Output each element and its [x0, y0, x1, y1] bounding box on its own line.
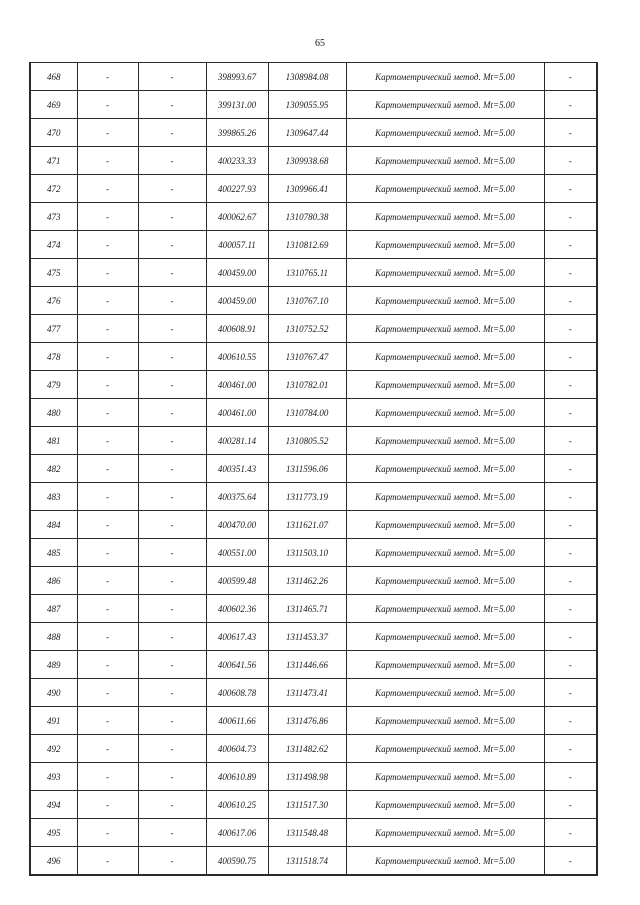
y-coordinate-cell: 1308984.08: [268, 63, 346, 91]
col3-cell: -: [138, 763, 206, 791]
method-cell: Картометрический метод. Mt=5.00: [346, 651, 544, 679]
col7-cell: -: [544, 679, 597, 707]
col7-cell: -: [544, 63, 597, 91]
col3-cell: -: [138, 483, 206, 511]
col2-cell: -: [77, 763, 138, 791]
method-cell: Картометрический метод. Mt=5.00: [346, 343, 544, 371]
col2-cell: -: [77, 735, 138, 763]
col7-cell: -: [544, 371, 597, 399]
table-row: [30, 91, 597, 119]
col3-cell: -: [138, 791, 206, 819]
table-row: [30, 651, 597, 679]
point-number-cell: 491: [30, 707, 77, 735]
col7-cell: -: [544, 623, 597, 651]
y-coordinate-cell: 1311596.06: [268, 455, 346, 483]
point-number-cell: 482: [30, 455, 77, 483]
point-number-cell: 478: [30, 343, 77, 371]
y-coordinate-cell: 1311518.74: [268, 847, 346, 876]
method-cell: Картометрический метод. Mt=5.00: [346, 399, 544, 427]
coordinates-table-container: [29, 62, 596, 876]
table-row: [30, 231, 597, 259]
col7-cell: -: [544, 399, 597, 427]
method-cell: Картометрический метод. Mt=5.00: [346, 707, 544, 735]
y-coordinate-cell: 1311476.86: [268, 707, 346, 735]
col7-cell: -: [544, 455, 597, 483]
col7-cell: -: [544, 147, 597, 175]
table-row: [30, 763, 597, 791]
table-row: [30, 175, 597, 203]
col7-cell: -: [544, 315, 597, 343]
method-cell: Картометрический метод. Mt=5.00: [346, 679, 544, 707]
col3-cell: -: [138, 511, 206, 539]
method-cell: Картометрический метод. Mt=5.00: [346, 231, 544, 259]
col2-cell: -: [77, 707, 138, 735]
col3-cell: -: [138, 819, 206, 847]
col3-cell: -: [138, 847, 206, 876]
point-number-cell: 488: [30, 623, 77, 651]
table-row: [30, 679, 597, 707]
col2-cell: -: [77, 315, 138, 343]
col3-cell: -: [138, 651, 206, 679]
col2-cell: -: [77, 819, 138, 847]
y-coordinate-cell: 1311517.30: [268, 791, 346, 819]
col3-cell: -: [138, 203, 206, 231]
method-cell: Картометрический метод. Mt=5.00: [346, 735, 544, 763]
col2-cell: -: [77, 455, 138, 483]
col2-cell: -: [77, 791, 138, 819]
col3-cell: -: [138, 287, 206, 315]
col3-cell: -: [138, 679, 206, 707]
col3-cell: -: [138, 91, 206, 119]
x-coordinate-cell: 400611.66: [206, 707, 268, 735]
col7-cell: -: [544, 735, 597, 763]
method-cell: Картометрический метод. Mt=5.00: [346, 63, 544, 91]
col2-cell: -: [77, 259, 138, 287]
y-coordinate-cell: 1311773.19: [268, 483, 346, 511]
x-coordinate-cell: 400459.00: [206, 287, 268, 315]
y-coordinate-cell: 1310812.69: [268, 231, 346, 259]
x-coordinate-cell: 400281.14: [206, 427, 268, 455]
x-coordinate-cell: 400461.00: [206, 371, 268, 399]
col3-cell: -: [138, 399, 206, 427]
point-number-cell: 494: [30, 791, 77, 819]
point-number-cell: 493: [30, 763, 77, 791]
x-coordinate-cell: 400351.43: [206, 455, 268, 483]
col2-cell: -: [77, 847, 138, 876]
point-number-cell: 468: [30, 63, 77, 91]
table-row: [30, 399, 597, 427]
point-number-cell: 470: [30, 119, 77, 147]
method-cell: Картометрический метод. Mt=5.00: [346, 287, 544, 315]
y-coordinate-cell: 1310784.00: [268, 399, 346, 427]
col2-cell: -: [77, 539, 138, 567]
y-coordinate-cell: 1311465.71: [268, 595, 346, 623]
method-cell: Картометрический метод. Mt=5.00: [346, 539, 544, 567]
x-coordinate-cell: 400608.78: [206, 679, 268, 707]
col3-cell: -: [138, 147, 206, 175]
method-cell: Картометрический метод. Mt=5.00: [346, 147, 544, 175]
y-coordinate-cell: 1309055.95: [268, 91, 346, 119]
x-coordinate-cell: 400057.11: [206, 231, 268, 259]
col3-cell: -: [138, 175, 206, 203]
table-row: [30, 791, 597, 819]
table-row: [30, 567, 597, 595]
col7-cell: -: [544, 287, 597, 315]
method-cell: Картометрический метод. Mt=5.00: [346, 483, 544, 511]
x-coordinate-cell: 400470.00: [206, 511, 268, 539]
col7-cell: -: [544, 511, 597, 539]
method-cell: Картометрический метод. Mt=5.00: [346, 315, 544, 343]
y-coordinate-cell: 1311482.62: [268, 735, 346, 763]
method-cell: Картометрический метод. Mt=5.00: [346, 567, 544, 595]
col3-cell: -: [138, 259, 206, 287]
x-coordinate-cell: 400062.67: [206, 203, 268, 231]
table-row: [30, 343, 597, 371]
y-coordinate-cell: 1310767.47: [268, 343, 346, 371]
col2-cell: -: [77, 651, 138, 679]
method-cell: Картометрический метод. Mt=5.00: [346, 119, 544, 147]
method-cell: Картометрический метод. Mt=5.00: [346, 371, 544, 399]
col3-cell: -: [138, 315, 206, 343]
table-body: [30, 63, 597, 876]
x-coordinate-cell: 400617.43: [206, 623, 268, 651]
x-coordinate-cell: 400233.33: [206, 147, 268, 175]
y-coordinate-cell: 1311548.48: [268, 819, 346, 847]
y-coordinate-cell: 1310765.11: [268, 259, 346, 287]
table-row: [30, 735, 597, 763]
point-number-cell: 477: [30, 315, 77, 343]
col2-cell: -: [77, 287, 138, 315]
col7-cell: -: [544, 595, 597, 623]
method-cell: Картометрический метод. Mt=5.00: [346, 791, 544, 819]
method-cell: Картометрический метод. Mt=5.00: [346, 819, 544, 847]
method-cell: Картометрический метод. Mt=5.00: [346, 511, 544, 539]
col7-cell: -: [544, 651, 597, 679]
table-row: [30, 259, 597, 287]
col7-cell: -: [544, 119, 597, 147]
y-coordinate-cell: 1311446.66: [268, 651, 346, 679]
point-number-cell: 480: [30, 399, 77, 427]
x-coordinate-cell: 400551.00: [206, 539, 268, 567]
col2-cell: -: [77, 371, 138, 399]
y-coordinate-cell: 1311453.37: [268, 623, 346, 651]
col3-cell: -: [138, 119, 206, 147]
point-number-cell: 471: [30, 147, 77, 175]
x-coordinate-cell: 400610.89: [206, 763, 268, 791]
x-coordinate-cell: 400602.36: [206, 595, 268, 623]
coordinates-table: [29, 62, 598, 876]
col2-cell: -: [77, 511, 138, 539]
col3-cell: -: [138, 455, 206, 483]
col7-cell: -: [544, 707, 597, 735]
method-cell: Картометрический метод. Mt=5.00: [346, 623, 544, 651]
table-row: [30, 427, 597, 455]
x-coordinate-cell: 400641.56: [206, 651, 268, 679]
table-row: [30, 819, 597, 847]
point-number-cell: 496: [30, 847, 77, 876]
table-row: [30, 623, 597, 651]
col7-cell: -: [544, 847, 597, 876]
method-cell: Картометрический метод. Mt=5.00: [346, 203, 544, 231]
y-coordinate-cell: 1309647.44: [268, 119, 346, 147]
method-cell: Картометрический метод. Mt=5.00: [346, 175, 544, 203]
point-number-cell: 472: [30, 175, 77, 203]
point-number-cell: 492: [30, 735, 77, 763]
col3-cell: -: [138, 231, 206, 259]
point-number-cell: 474: [30, 231, 77, 259]
x-coordinate-cell: 400590.75: [206, 847, 268, 876]
col3-cell: -: [138, 707, 206, 735]
col3-cell: -: [138, 343, 206, 371]
x-coordinate-cell: 400227.93: [206, 175, 268, 203]
col7-cell: -: [544, 343, 597, 371]
col2-cell: -: [77, 147, 138, 175]
x-coordinate-cell: 400608.91: [206, 315, 268, 343]
col7-cell: -: [544, 427, 597, 455]
table-row: [30, 455, 597, 483]
y-coordinate-cell: 1310782.01: [268, 371, 346, 399]
x-coordinate-cell: 400604.73: [206, 735, 268, 763]
table-row: [30, 539, 597, 567]
col7-cell: -: [544, 231, 597, 259]
method-cell: Картометрический метод. Mt=5.00: [346, 763, 544, 791]
x-coordinate-cell: 399865.26: [206, 119, 268, 147]
x-coordinate-cell: 400617.06: [206, 819, 268, 847]
table-row: [30, 707, 597, 735]
point-number-cell: 484: [30, 511, 77, 539]
table-row: [30, 847, 597, 876]
point-number-cell: 476: [30, 287, 77, 315]
point-number-cell: 490: [30, 679, 77, 707]
method-cell: Картометрический метод. Mt=5.00: [346, 259, 544, 287]
col7-cell: -: [544, 791, 597, 819]
col2-cell: -: [77, 119, 138, 147]
col7-cell: -: [544, 259, 597, 287]
col2-cell: -: [77, 343, 138, 371]
col2-cell: -: [77, 427, 138, 455]
y-coordinate-cell: 1310805.52: [268, 427, 346, 455]
point-number-cell: 475: [30, 259, 77, 287]
col2-cell: -: [77, 595, 138, 623]
method-cell: Картометрический метод. Mt=5.00: [346, 595, 544, 623]
col7-cell: -: [544, 483, 597, 511]
y-coordinate-cell: 1311621.07: [268, 511, 346, 539]
y-coordinate-cell: 1309938.68: [268, 147, 346, 175]
point-number-cell: 481: [30, 427, 77, 455]
point-number-cell: 473: [30, 203, 77, 231]
table-row: [30, 595, 597, 623]
x-coordinate-cell: 400610.25: [206, 791, 268, 819]
table-row: [30, 119, 597, 147]
col2-cell: -: [77, 63, 138, 91]
col3-cell: -: [138, 735, 206, 763]
method-cell: Картометрический метод. Mt=5.00: [346, 847, 544, 876]
point-number-cell: 483: [30, 483, 77, 511]
col3-cell: -: [138, 427, 206, 455]
point-number-cell: 485: [30, 539, 77, 567]
col3-cell: -: [138, 567, 206, 595]
x-coordinate-cell: 400461.00: [206, 399, 268, 427]
table-row: [30, 371, 597, 399]
col2-cell: -: [77, 483, 138, 511]
method-cell: Картометрический метод. Mt=5.00: [346, 91, 544, 119]
col3-cell: -: [138, 623, 206, 651]
y-coordinate-cell: 1310780.38: [268, 203, 346, 231]
col2-cell: -: [77, 399, 138, 427]
y-coordinate-cell: 1309966.41: [268, 175, 346, 203]
col2-cell: -: [77, 175, 138, 203]
y-coordinate-cell: 1311462.26: [268, 567, 346, 595]
col2-cell: -: [77, 567, 138, 595]
x-coordinate-cell: 400375.64: [206, 483, 268, 511]
table-row: [30, 287, 597, 315]
y-coordinate-cell: 1311503.10: [268, 539, 346, 567]
col7-cell: -: [544, 539, 597, 567]
point-number-cell: 495: [30, 819, 77, 847]
y-coordinate-cell: 1311473.41: [268, 679, 346, 707]
x-coordinate-cell: 400599.48: [206, 567, 268, 595]
point-number-cell: 486: [30, 567, 77, 595]
col3-cell: -: [138, 539, 206, 567]
x-coordinate-cell: 400459.00: [206, 259, 268, 287]
table-row: [30, 63, 597, 91]
col3-cell: -: [138, 371, 206, 399]
table-row: [30, 203, 597, 231]
col7-cell: -: [544, 567, 597, 595]
x-coordinate-cell: 400610.55: [206, 343, 268, 371]
y-coordinate-cell: 1310752.52: [268, 315, 346, 343]
col2-cell: -: [77, 679, 138, 707]
col2-cell: -: [77, 203, 138, 231]
col7-cell: -: [544, 91, 597, 119]
point-number-cell: 487: [30, 595, 77, 623]
col7-cell: -: [544, 763, 597, 791]
table-row: [30, 511, 597, 539]
col2-cell: -: [77, 91, 138, 119]
table-row: [30, 483, 597, 511]
point-number-cell: 469: [30, 91, 77, 119]
x-coordinate-cell: 399131.00: [206, 91, 268, 119]
y-coordinate-cell: 1311498.98: [268, 763, 346, 791]
col7-cell: -: [544, 175, 597, 203]
col7-cell: -: [544, 203, 597, 231]
method-cell: Картометрический метод. Mt=5.00: [346, 427, 544, 455]
col7-cell: -: [544, 819, 597, 847]
col3-cell: -: [138, 63, 206, 91]
table-row: [30, 147, 597, 175]
y-coordinate-cell: 1310767.10: [268, 287, 346, 315]
point-number-cell: 489: [30, 651, 77, 679]
col2-cell: -: [77, 231, 138, 259]
x-coordinate-cell: 398993.67: [206, 63, 268, 91]
point-number-cell: 479: [30, 371, 77, 399]
col3-cell: -: [138, 595, 206, 623]
col2-cell: -: [77, 623, 138, 651]
method-cell: Картометрический метод. Mt=5.00: [346, 455, 544, 483]
page-number: 65: [315, 38, 325, 49]
table-row: [30, 315, 597, 343]
